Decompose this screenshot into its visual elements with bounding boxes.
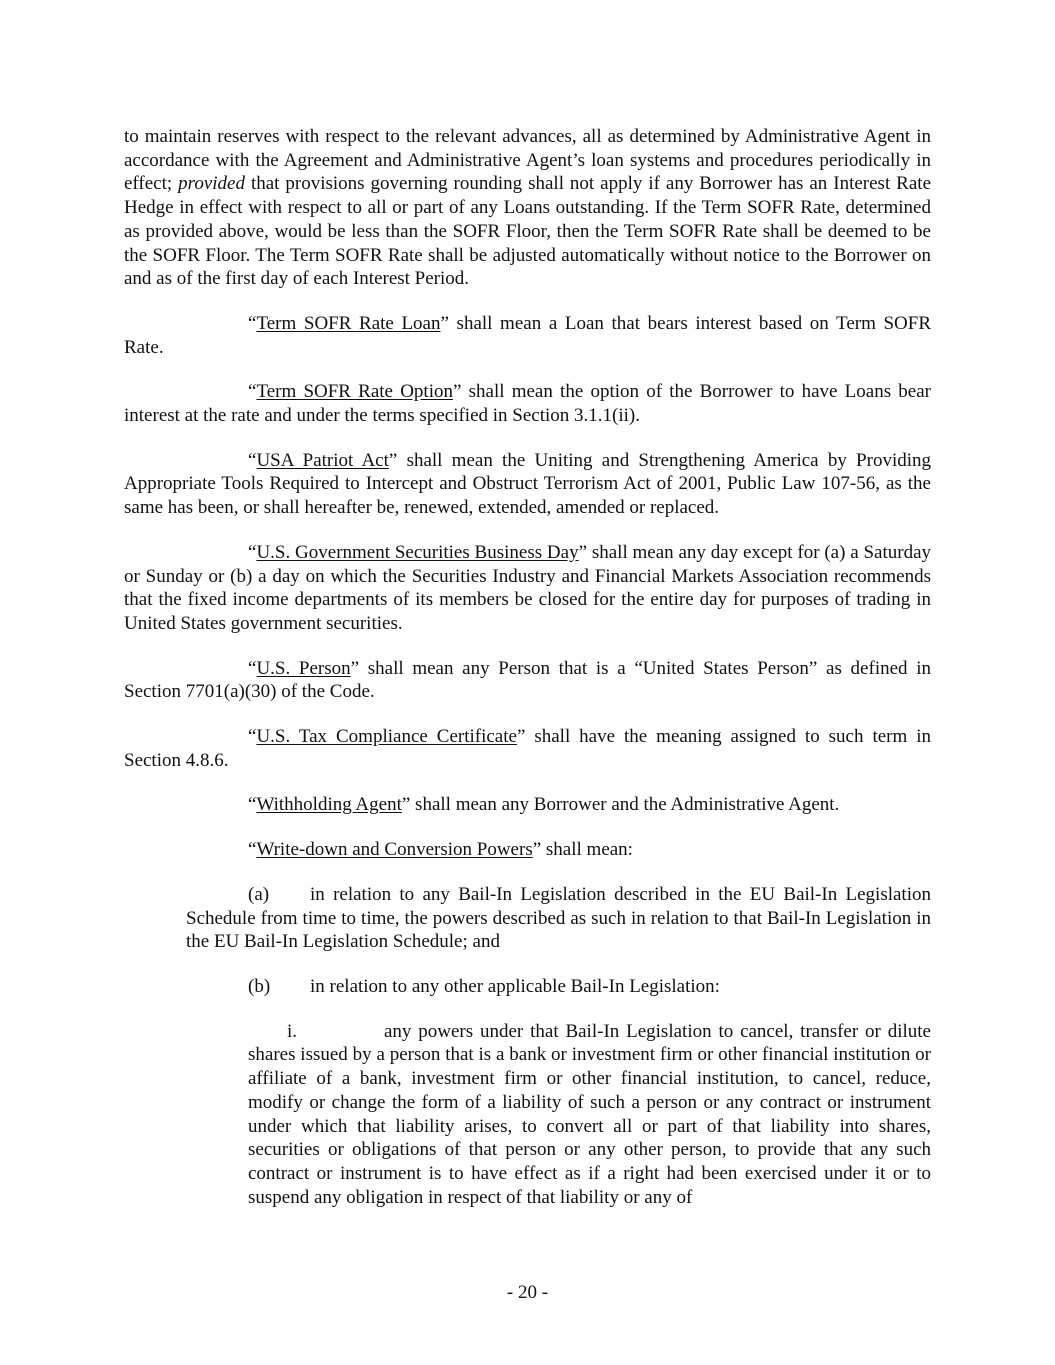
definition-body: ” shall mean a Loan that bears interest based on Term SOFR Rate.	[124, 312, 932, 358]
definition-body: ” shall mean the Uniting and Strengthening America by Providing Appropriate Tools Required to Intercept and Obstruct Terrorism Act of 2001, Public Law 107-56, as the same has been, or shall hereafter be, renewed, extended, amended or replaced.	[124, 449, 931, 519]
defined-term: Term SOFR Rate Option	[256, 381, 453, 403]
definition-body: ” shall mean any day except for (a) a Saturday or Sunday or (b) a day on which the Securities Industry and Financial Markets Association recommends that the fixed income departments of its members be closed for the entire day for purposes of trading in United States government securities.	[124, 541, 932, 634]
clause-text: in relation to any Bail-In Legislation described in the EU Bail-In Legislation Schedule from time to time, the powers described as such in relation to that Bail-In Legislation in the EU Bail-In Legislation Schedule; and	[186, 883, 931, 953]
defined-term: Write-down and Conversion Powers	[256, 839, 533, 861]
definition-us-tax-compliance-certificate: “U.S. Tax Compliance Certificate” shall have the meaning assigned to such term in Section 4.8.6.	[124, 726, 931, 771]
definition-us-person: “U.S. Person” shall mean any Person that is a “United States Person” as defined in Section 7701(a)(30) of the Code.	[124, 657, 931, 703]
clause-label: (b)	[248, 975, 271, 997]
clause-text: in relation to any other applicable Bail-In Legislation:	[310, 975, 720, 997]
document-page	[124, 125, 931, 1209]
clause-a	[186, 883, 931, 954]
definition-body: ” shall have the meaning assigned to such term in Section 4.8.6.	[124, 726, 931, 771]
definition-term-sofr-rate-option: “Term SOFR Rate Option” shall mean the option of the Borrower to have Loans bear interest at the rate and under the terms specified in Section 3.1.1(ii).	[124, 381, 931, 427]
definition-write-down-conversion-powers: “Write-down and Conversion Powers” shall mean:	[248, 839, 633, 861]
definition-body: ” shall mean:	[532, 839, 633, 861]
subclause-label: i.	[287, 1020, 298, 1042]
defined-term: U.S. Tax Compliance Certificate	[256, 726, 517, 748]
defined-term: USA Patriot Act	[256, 449, 389, 471]
definition-term-sofr-rate-loan: “Term SOFR Rate Loan” shall mean a Loan that bears interest based on Term SOFR Rate.	[124, 312, 932, 358]
intro-text-1: to maintain reserves with respect to the relevant advances, all as determined by Administrative Agent in accordance with the Agreement and Administrative Agent’s loan systems and procedures periodically in effect;	[124, 126, 931, 195]
definition-withholding-agent: “Withholding Agent” shall mean any Borrower and the Administrative Agent.	[248, 794, 840, 816]
defined-term: U.S. Government Securities Business Day	[256, 541, 579, 563]
subclause-text: any powers under that Bail-In Legislation to cancel, transfer or dilute shares issued by a person that is a bank or investment firm or other financial institution or affiliate of a bank, investment firm or other financial institution, to cancel, reduce, modify or change the form of a liability of such a person or any contract or instrument under which that liability arises, to convert all or part of that liability into shares, securities or obligations of that person or any other person, to provide that any such contract or instrument is to have effect as if a right had been exercised under it or to suspend any obligation in respect of that liability or any of	[248, 1020, 931, 1208]
intro-text-2: that provisions governing rounding shall not apply if any Borrower has an Interest Rate Hedge in effect with respect to all or part of any Loans outstanding. If the Term SOFR Rate, determined as provided above, would be less than the SOFR Floor, then the Term SOFR Rate shall be deemed to be the SOFR Floor. The Term SOFR Rate shall be adjusted automatically without notice to the Borrower on and as of the first day of each Interest Period.	[124, 173, 931, 290]
defined-term: Withholding Agent	[256, 794, 402, 816]
intro-provided-italic: provided	[178, 173, 245, 195]
definition-body: ” shall mean the option of the Borrower to have Loans bear interest at the rate and under the terms specified in Section 3.1.1(ii).	[124, 381, 931, 427]
definition-body: ” shall mean any Person that is a “United States Person” as defined in Section 7701(a)(30) of the Code.	[124, 657, 931, 703]
page-number: - 20 -	[506, 1282, 549, 1303]
clause-label: (a)	[248, 883, 270, 905]
definition-usa-patriot-act: “USA Patriot Act” shall mean the Uniting and Strengthening America by Providing Appropriate Tools Required to Intercept and Obstruct Terrorism Act of 2001, Public Law 107-56, as the same has been, or shall hereafter be, renewed, extended, amended or replaced.	[124, 449, 931, 519]
clause-b	[186, 975, 931, 999]
subclause-i	[248, 1020, 931, 1210]
definition-body: ” shall mean any Borrower and the Administrative Agent.	[401, 794, 840, 816]
defined-term: U.S. Person	[256, 657, 351, 679]
defined-term: Term SOFR Rate Loan	[256, 312, 441, 334]
definition-us-gov-securities-business-day: “U.S. Government Securities Business Day” shall mean any day except for (a) a Saturday or Sunday or (b) a day on which the Securities Industry and Financial Markets Association recommends that the fixed income departments of its members be closed for the entire day for purposes of trading in United States government securities.	[124, 541, 932, 634]
intro-paragraph	[124, 125, 931, 291]
